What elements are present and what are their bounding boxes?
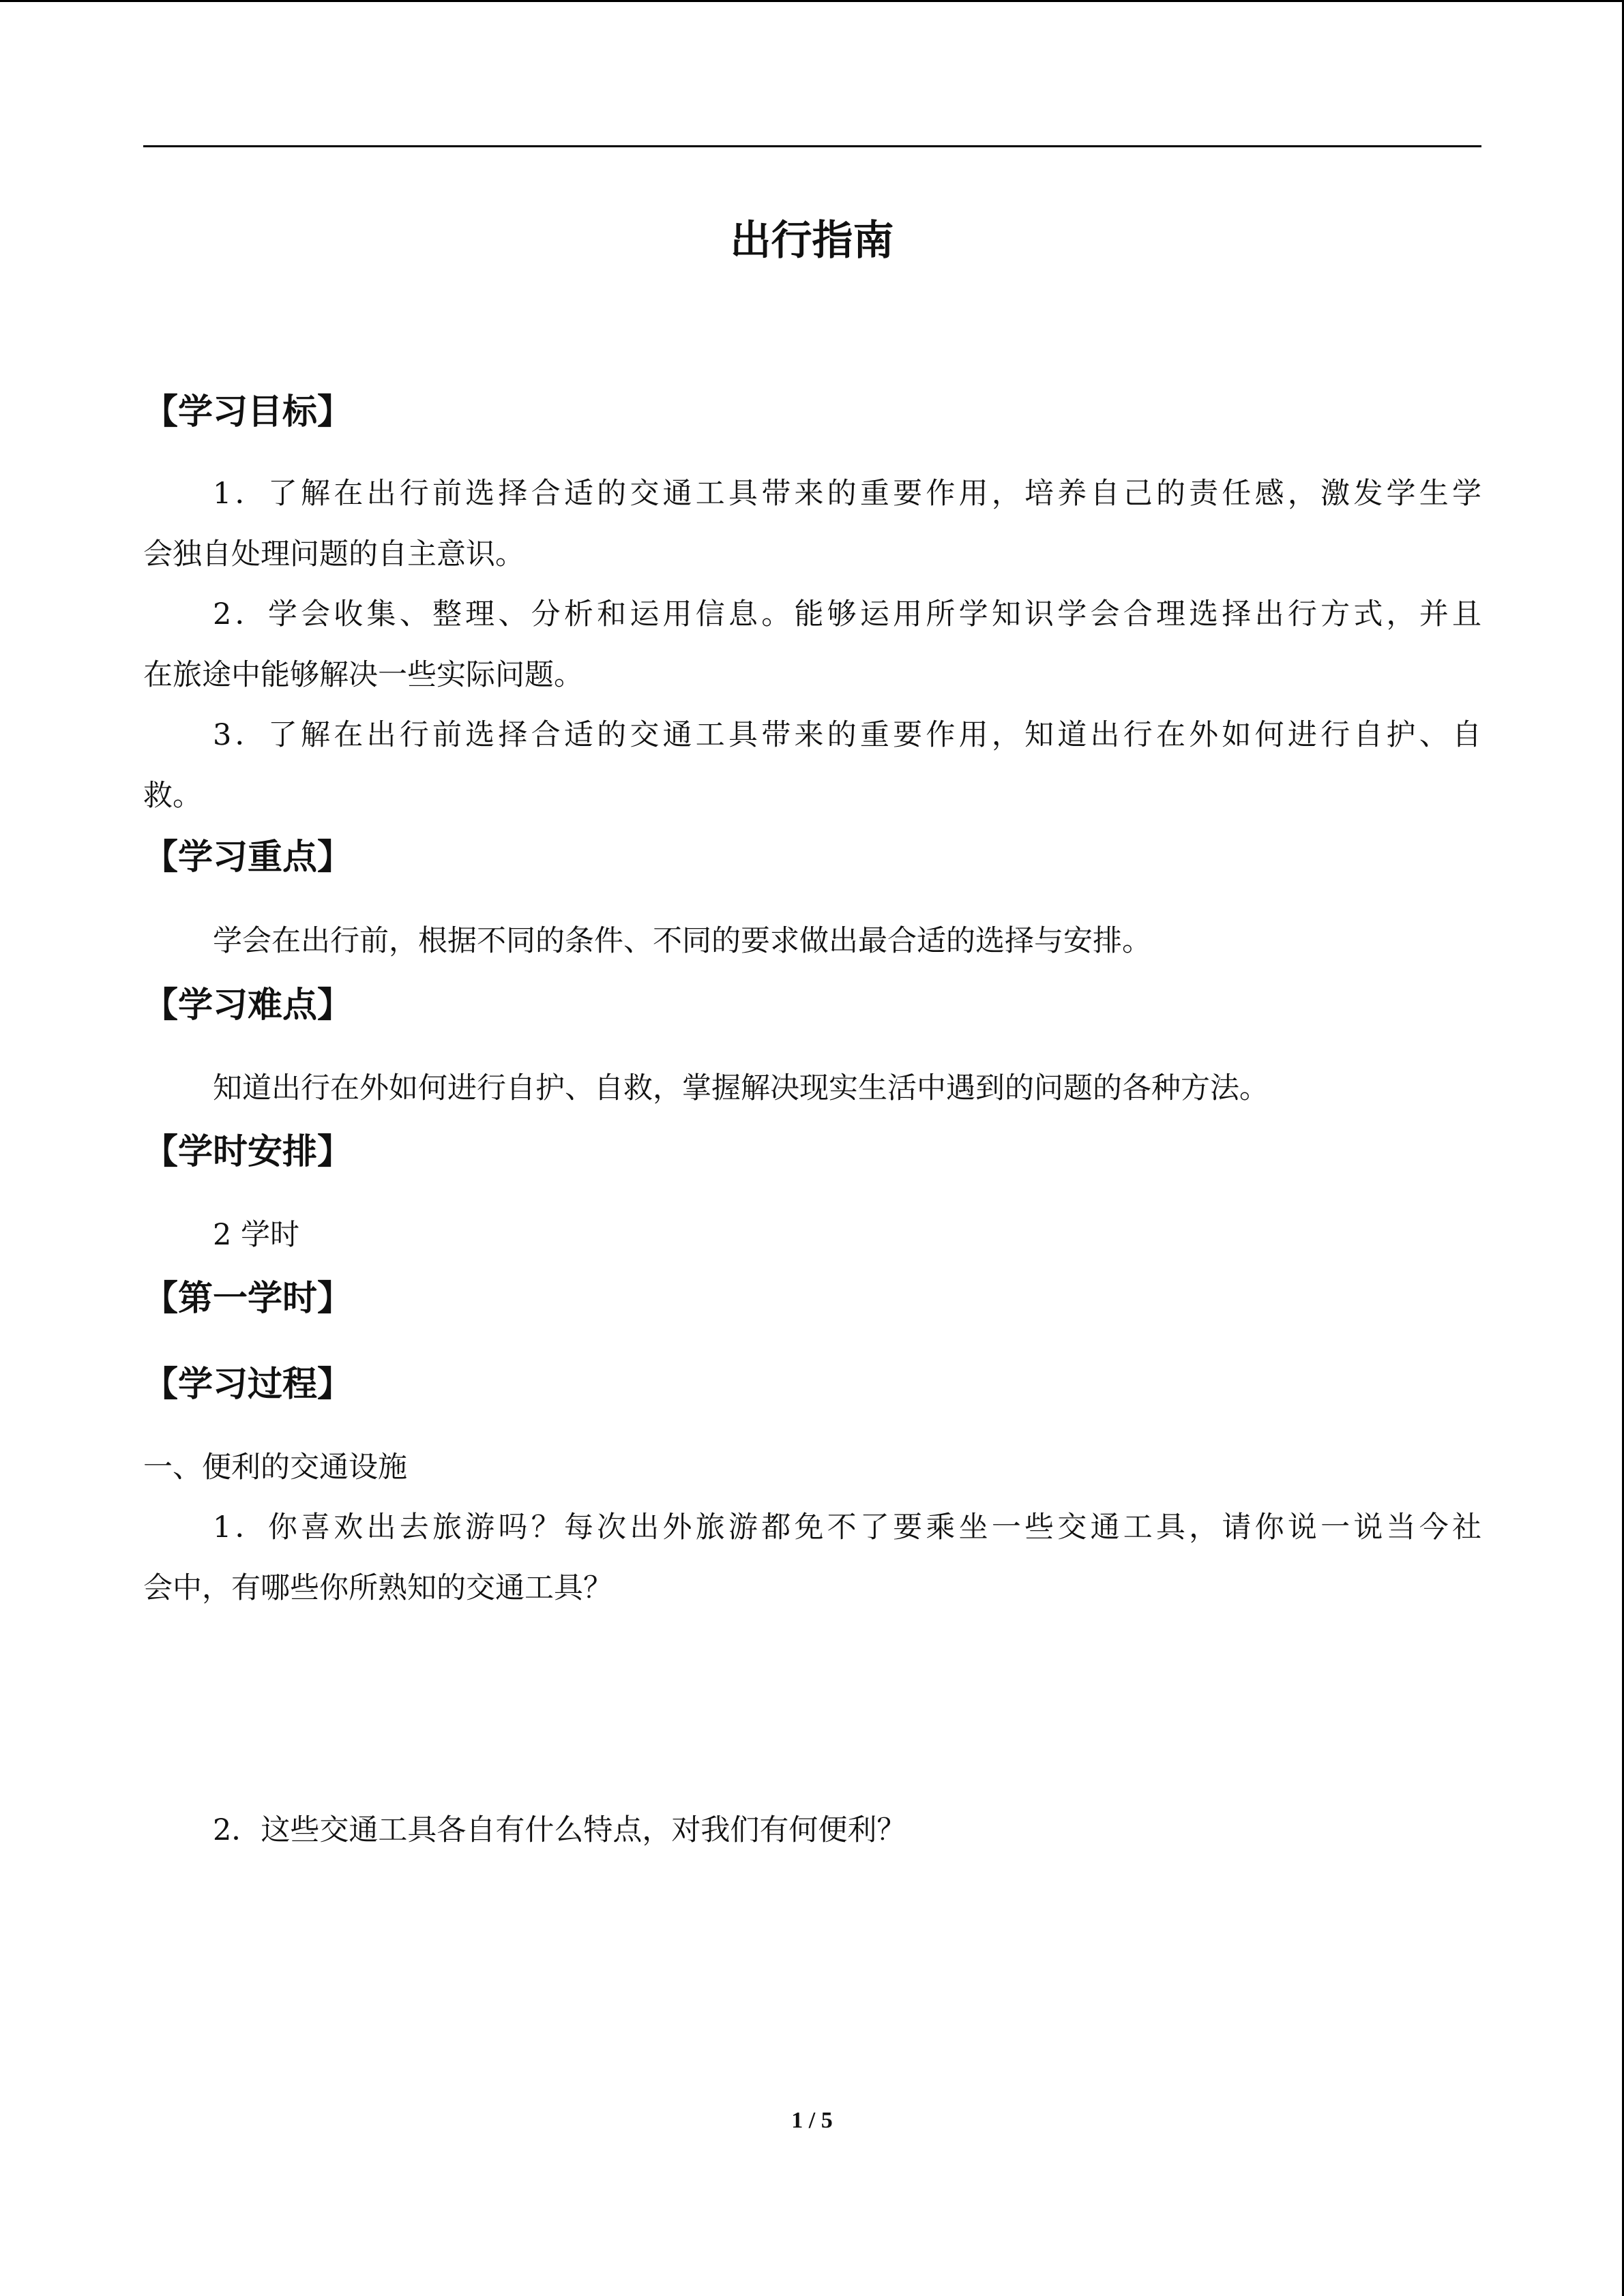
heading-schedule: 【学时安排】 bbox=[143, 1132, 353, 1172]
heading-difficulties: 【学习难点】 bbox=[143, 985, 353, 1026]
header-rule bbox=[143, 145, 1481, 147]
key-points-text: 学会在出行前，根据不同的条件、不同的要求做出最合适的选择与安排。 bbox=[213, 924, 1151, 958]
schedule-text: 2 学时 bbox=[213, 1218, 300, 1252]
heading-objectives: 【学习目标】 bbox=[143, 392, 353, 432]
objective-3-line-2: 救。 bbox=[143, 779, 202, 813]
objective-2-line-1: 2．学会收集、整理、分析和运用信息。能够运用所学知识学会合理选择出行方式，并且 bbox=[213, 597, 1481, 631]
difficulties-text: 知道出行在外如何进行自护、自救，掌握解决现实生活中遇到的问题的各种方法。 bbox=[213, 1071, 1269, 1105]
objective-3-line-1: 3．了解在出行前选择合适的交通工具带来的重要作用，知道出行在外如何进行自护、自 bbox=[213, 718, 1481, 752]
process-subheading: 一、便利的交通设施 bbox=[143, 1450, 407, 1485]
page-number: 1 / 5 bbox=[791, 2108, 833, 2133]
page-border-top bbox=[0, 0, 1624, 2]
page-title: 出行指南 bbox=[730, 217, 894, 265]
question-1-line-2: 会中，有哪些你所熟知的交通工具？ bbox=[143, 1571, 612, 1605]
heading-first-period: 【第一学时】 bbox=[143, 1279, 353, 1319]
heading-process: 【学习过程】 bbox=[143, 1365, 353, 1405]
question-2: 2．这些交通工具各自有什么特点，对我们有何便利？ bbox=[213, 1813, 906, 1847]
objective-1-line-1: 1．了解在出行前选择合适的交通工具带来的重要作用，培养自己的责任感，激发学生学 bbox=[213, 477, 1481, 511]
objective-1-line-2: 会独自处理问题的自主意识。 bbox=[143, 537, 525, 571]
question-1-line-1: 1．你喜欢出去旅游吗？每次出外旅游都免不了要乘坐一些交通工具，请你说一说当今社 bbox=[213, 1510, 1481, 1545]
heading-key-points: 【学习重点】 bbox=[143, 837, 353, 878]
objective-2-line-2: 在旅途中能够解决一些实际问题。 bbox=[143, 658, 583, 692]
